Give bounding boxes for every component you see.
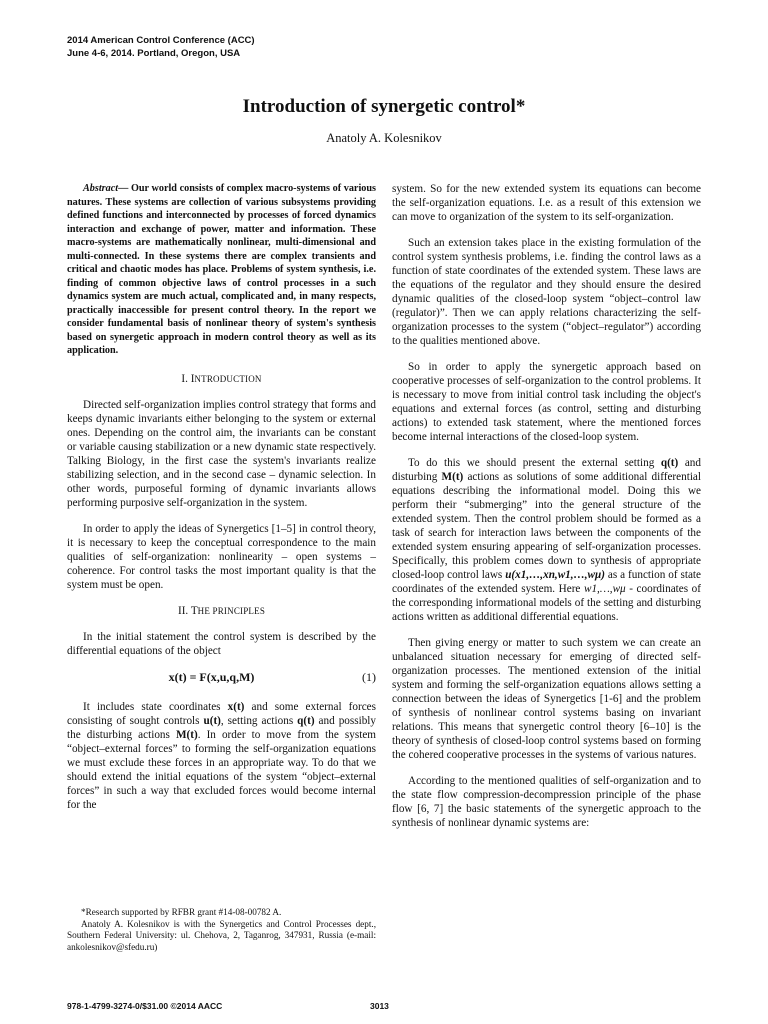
footnote [67,907,376,953]
section-number: I. [181,372,188,385]
paragraph: It includes state coordinates x(t) and some external forces consisting of sought controls u(t), setting actions q(t) and possibly the disturbing actions M(t). In order to move from the system “object–external forces” to forming the self-organization equations we must exclude these forces in an appropriate way. To do that we should extend the initial equations of the system “object–external forces” in such a way that excluded forces would become internal for the [67,700,376,811]
math-inline: w1,…,wμ [583,583,626,595]
math-inline: u(x1,…,xn,w1,…,wμ) [505,569,605,581]
section-number: II. [177,604,189,617]
paragraph: According to the mentioned qualities of self-organization and to the state flow compression-decompression principle of the phase flow [6, 7] the basic statements of the synergetic approach to the synthesis of nonlinear dynamic systems are: [392,775,701,829]
section-heading-principles [67,604,376,618]
right-column [392,182,701,842]
equation-number: (1) [362,669,376,684]
conference-name: 2014 American Control Conference (ACC) [67,35,255,46]
footnote-affiliation: Anatoly A. Kolesnikov is with the Synergetics and Control Processes dept., Southern Federal University: ul. Chehova, 2, Taganrog, 347931, Russia (e-mail: ankolesnikov@sfedu.ru) [67,918,376,952]
section-title: INTRODUCTION [190,372,262,385]
paragraph: So in order to apply the synergetic approach based on cooperative processes of self-organization to the control problems. It is necessary to move from initial control task including the object's equations and external forces (as control, setting and disturbing actions) to extended task statement, where the mentioned forces become internal interactions of the closed-loop system. [392,361,701,443]
equation-1 [67,670,376,684]
section-title: THE PRINCIPLES [190,604,266,617]
paper-title: Introduction of synergetic control* [242,96,526,117]
page-number: 3013 [370,1001,389,1011]
paragraph: system. So for the new extended system its equations can become the self-organization equations. I.e. as a result of this extension we can move to organization of the system to its self-organization. [392,183,701,223]
abstract-text: — Our world consists of complex macro-systems of various natures. These systems are collection of various subsystems providing defined functions and interconnected by processes of forced dynamics interaction and exchange of power, matter and information. These macro-systems are mathematically nonlinear, multi-dimensional and multi-connected. In these systems there are complex transients and critical and chaotic modes has place. Problems of system synthesis, i.e. finding of common objective laws of control processes in a such dynamics system are much actual, complicated and, in many respects, practically inaccessible for present control theory. In the report we consider fundamental basis of nonlinear theory of system's synthesis based on synergetic approach in modern control theory as well as its application. [67,183,376,356]
footer-isbn: 978-1-4799-3274-0/$31.00 ©2014 AACC [67,1001,223,1011]
left-column [67,182,376,824]
equation-body: x(t) = F(x,u,q,M) [168,669,255,684]
paper-author: Anatoly A. Kolesnikov [326,131,442,145]
math-inline: q(t) [660,457,679,469]
footnote-funding: *Research supported by RFBR grant #14-08-00782 A. [81,907,282,917]
paragraph: Such an extension takes place in the existing formulation of the control system synthesis problems, i.e. finding the control laws as a function of state coordinates of the extended system. These laws are the equations of the regulator and they should ensure the desired dynamic qualities of the closed-loop system “object–control law (regulator)”. Then we can apply relations characterizing the self-organization processes to the system (“object–regulator”) according to the qualities mentioned above. [392,237,701,347]
conference-date-location: June 4-6, 2014. Portland, Oregon, USA [67,48,241,59]
abstract-label: Abstract [83,183,119,194]
paragraph: In order to apply the ideas of Synergetics [1–5] in control theory, it is necessary to keep the conceptual correspondence to the main qualities of self-organization: nonlinearity – open systems – coherence. For control tasks the most important quality is that the system must be open. [67,522,376,591]
paragraph: Directed self-organization implies control strategy that forms and keeps dynamic invariants either belonging to the system or external ones. Depending on the control aim, the invariants can be constant or variable causing stabilization or a new dynamic state respectively. Talking Biology, in the first case the system's invariants realize stabilizing selection, and in the second case – dynamic selection. In other words, purposeful forming of dynamic invariants allows performing purposive self-organization in the system. [67,398,376,509]
section-heading-introduction [67,372,376,386]
math-inline: M(t) [175,728,198,741]
math-inline: q(t) [297,714,315,727]
math-inline: M(t) [441,471,464,483]
paragraph: To do this we should present the external setting q(t) and disturbing M(t) actions as solutions of some additional differential equations describing the informational model. Doing this we perform their “submerging” into the general structure of the extended system. Then the control problem should be formed as a task of search for interaction laws between the components of the extended system ensuring appearing of self-organization processes. Specifically, this problem comes down to synthesis of appropriate closed-loop control laws u(x1,…,xn,w1,…,wμ) as a function of state coordinates of the extended system. Here w1,…,wμ - coordinates of the corresponding informational models of the setting and disturbing actions written as additional differential equations. [392,457,701,623]
paragraph: Then giving energy or matter to such system we can create an unbalanced situation necessary for emerging of directed self-organization processes. The mentioned extension of the initial system and forming the self-organization equations allows setting a connection between the ideas of Synergetics [1-6] and the problem of synthesis of nonlinear control systems basing on invariant relations. This means that synergetic control theory [6–10] is the theory of synthesis of closed-loop control systems based on forming the cohered cooperative processes in the systems of various natures. [392,637,701,761]
abstract [67,182,376,358]
conference-header [67,34,255,60]
paragraph: In the initial statement the control system is described by the differential equations of the object [67,630,376,657]
math-inline: u(t) [203,714,221,727]
math-inline: x(t) [227,700,245,713]
